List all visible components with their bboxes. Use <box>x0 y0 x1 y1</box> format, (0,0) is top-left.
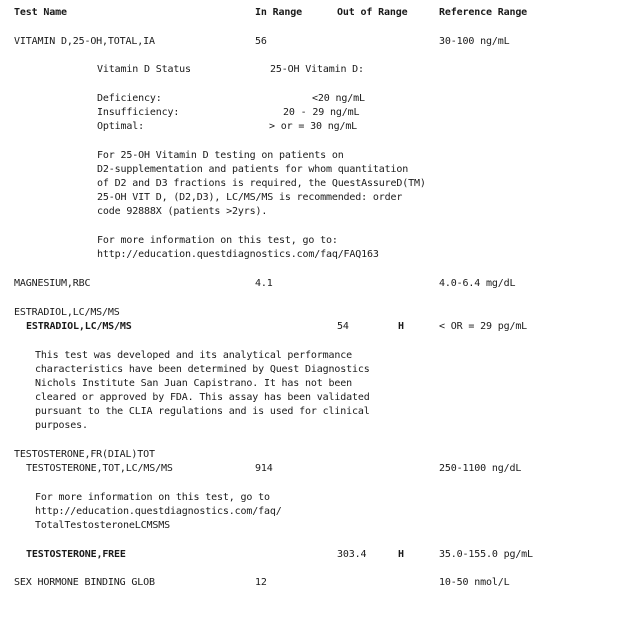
header-reference-range: Reference Range <box>439 7 528 18</box>
testosterone-info-line: For more information on this test, go to <box>35 492 270 503</box>
vitd-deficiency-label: Deficiency: <box>97 93 162 104</box>
magnesium-reference: 4.0-6.4 mg/dL <box>439 278 516 289</box>
vitd-insufficiency-value: 20 - 29 ng/mL <box>283 107 360 118</box>
vitd-note-line: of D2 and D3 fractions is required, the QuestAssureD(TM) <box>97 178 426 189</box>
estradiol-note-line: This test was developed and its analytical performance <box>35 350 353 361</box>
magnesium-test-name: MAGNESIUM,RBC <box>14 278 91 289</box>
vitd-status-col: 25-OH Vitamin D: <box>270 64 364 75</box>
estradiol-note-line: cleared or approved by FDA. This assay has been validated <box>35 392 370 403</box>
testosterone-total-name: TESTOSTERONE,TOT,LC/MS/MS <box>26 463 173 474</box>
testosterone-info-link: TotalTestosteroneLCMSMS <box>35 520 171 531</box>
shbg-value: 12 <box>255 577 267 588</box>
shbg-test-name: SEX HORMONE BINDING GLOB <box>14 577 155 588</box>
testosterone-total-value: 914 <box>255 463 273 474</box>
vitd-insufficiency-label: Insufficiency: <box>97 107 180 118</box>
testosterone-total-reference: 250-1100 ng/dL <box>439 463 522 474</box>
vitd-note-line: For 25-OH Vitamin D testing on patients on <box>97 150 344 161</box>
header-in-range: In Range <box>255 7 302 18</box>
testosterone-group-name: TESTOSTERONE,FR(DIAL)TOT <box>14 449 155 460</box>
estradiol-reference: < OR = 29 pg/mL <box>439 321 528 332</box>
shbg-reference: 10-50 nmol/L <box>439 577 510 588</box>
testosterone-free-flag: H <box>398 549 404 560</box>
estradiol-group-name: ESTRADIOL,LC/MS/MS <box>14 307 120 318</box>
header-out-of-range: Out of Range <box>337 7 408 18</box>
vitd-info-line: For more information on this test, go to: <box>97 235 338 246</box>
testosterone-info-link: http://education.questdiagnostics.com/faq/ <box>35 506 282 517</box>
estradiol-note-line: characteristics have been determined by Quest Diagnostics <box>35 364 370 375</box>
vitd-note-line: code 92888X (patients >2yrs). <box>97 206 268 217</box>
estradiol-test-name: ESTRADIOL,LC/MS/MS <box>26 321 132 332</box>
estradiol-value: 54 <box>337 321 349 332</box>
testosterone-free-reference: 35.0-155.0 pg/mL <box>439 549 533 560</box>
vitd-optimal-value: > or = 30 ng/mL <box>269 121 358 132</box>
estradiol-note-line: purposes. <box>35 420 88 431</box>
vitd-note-line: D2-supplementation and patients for whom quantitation <box>97 164 409 175</box>
estradiol-note-line: Nichols Institute San Juan Capistrano. It has not been <box>35 378 353 389</box>
estradiol-note-line: pursuant to the CLIA regulations and is used for clinical <box>35 406 370 417</box>
vitd-note-line: 25-OH VIT D, (D2,D3), LC/MS/MS is recommended: order <box>97 192 403 203</box>
magnesium-value: 4.1 <box>255 278 273 289</box>
estradiol-flag: H <box>398 321 404 332</box>
vitd-value: 56 <box>255 36 267 47</box>
testosterone-free-value: 303.4 <box>337 549 367 560</box>
vitd-status-label: Vitamin D Status <box>97 64 191 75</box>
vitd-info-link: http://education.questdiagnostics.com/faq/FAQ163 <box>97 249 379 260</box>
vitd-reference: 30-100 ng/mL <box>439 36 510 47</box>
vitd-deficiency-value: <20 ng/mL <box>312 93 365 104</box>
testosterone-free-name: TESTOSTERONE,FREE <box>26 549 126 560</box>
header-test-name: Test Name <box>14 7 67 18</box>
vitd-optimal-label: Optimal: <box>97 121 144 132</box>
vitd-test-name: VITAMIN D,25-OH,TOTAL,IA <box>14 36 155 47</box>
